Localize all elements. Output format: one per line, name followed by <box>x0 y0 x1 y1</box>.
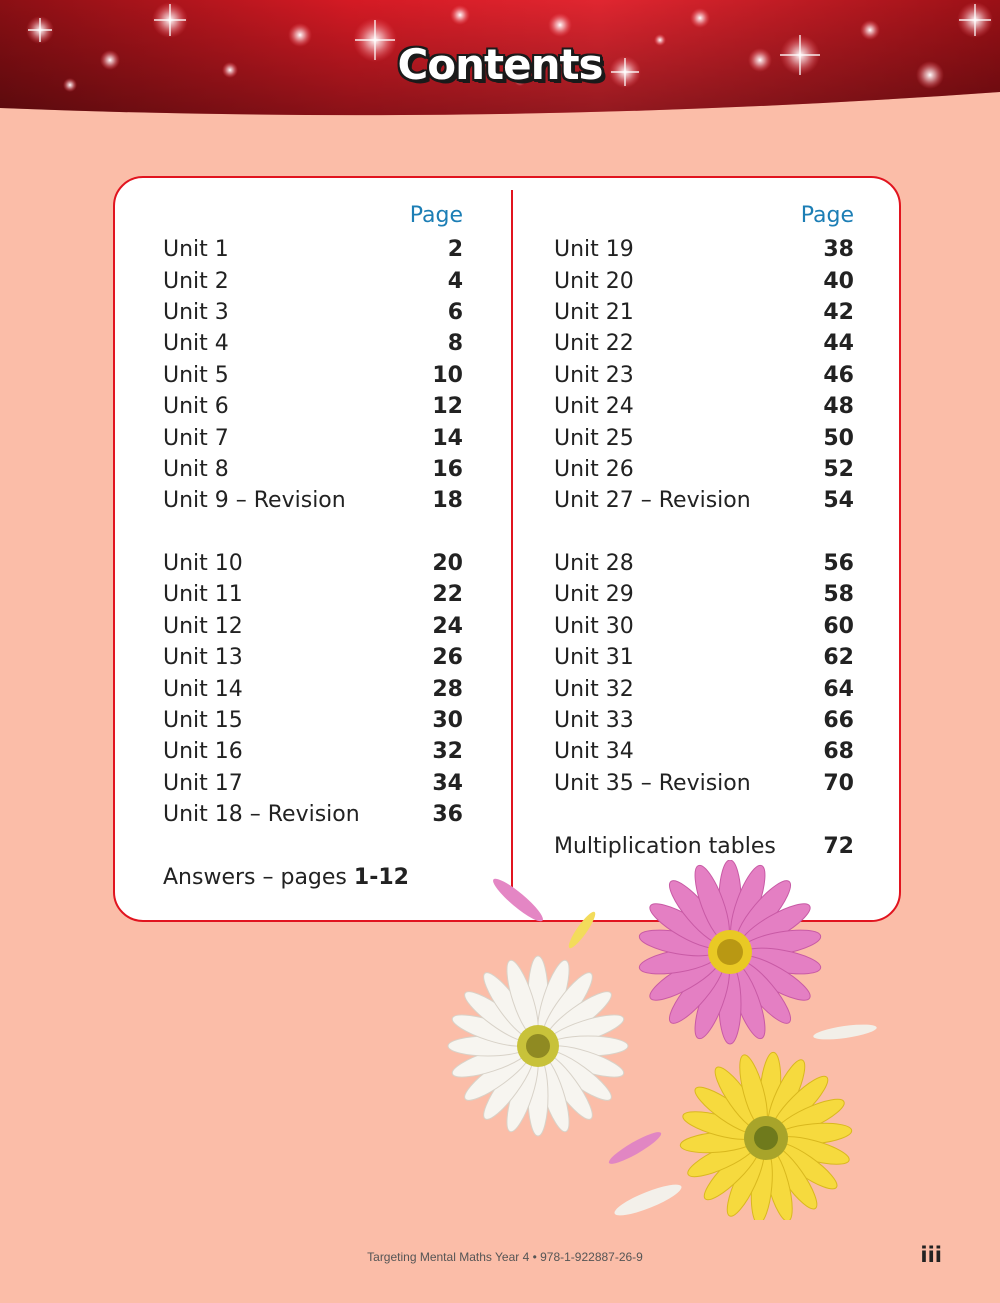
footer-publication: Targeting Mental Maths Year 4 • 978-1-922887-26-9 <box>367 1250 643 1264</box>
toc-row[interactable] <box>163 579 463 610</box>
group-gap <box>554 517 854 548</box>
toc-row[interactable] <box>163 265 463 296</box>
toc-row[interactable] <box>554 454 854 485</box>
toc-page: 30 <box>432 708 463 734</box>
toc-label: Unit 2 <box>163 268 229 294</box>
toc-page: 38 <box>823 237 854 263</box>
toc-row[interactable] <box>163 705 463 736</box>
toc-page: 34 <box>432 770 463 796</box>
petal-yellow <box>565 909 598 951</box>
left-column <box>163 202 463 893</box>
toc-page: 56 <box>823 551 854 577</box>
toc-label: Unit 16 <box>163 739 243 765</box>
toc-label: Unit 30 <box>554 613 634 639</box>
toc-row[interactable] <box>554 830 854 861</box>
toc-label: Unit 20 <box>554 268 634 294</box>
toc-label: Unit 10 <box>163 551 243 577</box>
toc-page: 50 <box>823 425 854 451</box>
pink-flower <box>637 860 822 1044</box>
toc-row[interactable] <box>554 548 854 579</box>
toc-label: Unit 3 <box>163 299 229 325</box>
toc-label: Unit 15 <box>163 708 243 734</box>
toc-page: 70 <box>823 770 854 796</box>
toc-page: 48 <box>823 394 854 420</box>
toc-page: 54 <box>823 488 854 514</box>
toc-page: 36 <box>432 802 463 828</box>
toc-page: 2 <box>447 237 463 263</box>
toc-label: Unit 22 <box>554 331 634 357</box>
toc-page: 10 <box>432 362 463 388</box>
toc-page: 72 <box>823 833 854 859</box>
toc-row[interactable] <box>554 736 854 767</box>
toc-label: Unit 32 <box>554 676 634 702</box>
group-gap <box>554 799 854 830</box>
toc-label: Unit 8 <box>163 456 229 482</box>
toc-label: Unit 26 <box>554 456 634 482</box>
answers-label: Answers – pages <box>163 865 347 890</box>
toc-label: Unit 11 <box>163 582 243 608</box>
toc-label: Unit 19 <box>554 237 634 263</box>
petal-white <box>812 1022 877 1043</box>
toc-row[interactable] <box>163 297 463 328</box>
toc-row[interactable] <box>163 422 463 453</box>
toc-row[interactable] <box>163 673 463 704</box>
petal-white <box>612 1179 685 1220</box>
toc-label: Unit 6 <box>163 394 229 420</box>
toc-label: Unit 33 <box>554 708 634 734</box>
toc-label: Unit 18 – Revision <box>163 802 360 828</box>
toc-page: 46 <box>823 362 854 388</box>
toc-label: Unit 7 <box>163 425 229 451</box>
toc-label: Unit 1 <box>163 237 229 263</box>
toc-page: 60 <box>823 613 854 639</box>
toc-row[interactable] <box>554 642 854 673</box>
petal-pink <box>606 1128 664 1168</box>
toc-row[interactable] <box>554 234 854 265</box>
right-column <box>554 202 854 862</box>
toc-row[interactable] <box>554 673 854 704</box>
toc-row[interactable] <box>163 799 463 830</box>
toc-label: Unit 35 – Revision <box>554 770 751 796</box>
toc-row[interactable] <box>163 454 463 485</box>
toc-row[interactable] <box>163 768 463 799</box>
toc-row[interactable] <box>554 705 854 736</box>
toc-label: Unit 4 <box>163 331 229 357</box>
page-column-heading: Page <box>800 203 854 228</box>
toc-page: 62 <box>823 645 854 671</box>
page-title: Contents <box>397 40 603 89</box>
toc-label: Unit 34 <box>554 739 634 765</box>
toc-row[interactable] <box>554 360 854 391</box>
toc-label: Unit 5 <box>163 362 229 388</box>
flowers-illustration <box>430 860 900 1220</box>
toc-page: 66 <box>823 708 854 734</box>
toc-label: Unit 31 <box>554 645 634 671</box>
toc-label: Unit 14 <box>163 676 243 702</box>
toc-label: Unit 17 <box>163 770 243 796</box>
toc-page: 40 <box>823 268 854 294</box>
toc-page: 6 <box>447 299 463 325</box>
header-banner <box>0 0 1000 128</box>
toc-row[interactable] <box>163 328 463 359</box>
toc-page: 20 <box>432 551 463 577</box>
toc-page: 32 <box>432 739 463 765</box>
toc-page: 18 <box>432 488 463 514</box>
toc-row[interactable] <box>554 611 854 642</box>
toc-page: 22 <box>432 582 463 608</box>
toc-label: Unit 29 <box>554 582 634 608</box>
toc-row[interactable] <box>163 485 463 516</box>
toc-page: 24 <box>432 613 463 639</box>
toc-label: Unit 27 – Revision <box>554 488 751 514</box>
toc-row[interactable] <box>554 485 854 516</box>
toc-row[interactable] <box>554 265 854 296</box>
toc-label: Unit 25 <box>554 425 634 451</box>
toc-label: Unit 28 <box>554 551 634 577</box>
toc-page: 14 <box>432 425 463 451</box>
toc-label: Unit 21 <box>554 299 634 325</box>
toc-row[interactable] <box>554 328 854 359</box>
toc-page: 12 <box>432 394 463 420</box>
toc-label: Unit 24 <box>554 394 634 420</box>
toc-page: 44 <box>823 331 854 357</box>
answers-pages: 1-12 <box>353 865 409 890</box>
toc-row[interactable] <box>554 579 854 610</box>
toc-page: 58 <box>823 582 854 608</box>
toc-page: 4 <box>447 268 463 294</box>
toc-page: 28 <box>432 676 463 702</box>
column-divider <box>511 190 513 894</box>
toc-page: 68 <box>823 739 854 765</box>
toc-row[interactable] <box>163 642 463 673</box>
toc-row[interactable] <box>163 391 463 422</box>
toc-row[interactable] <box>163 360 463 391</box>
petal-pink <box>489 874 547 926</box>
contents-card <box>113 176 901 922</box>
toc-page: 52 <box>823 456 854 482</box>
toc-row[interactable] <box>554 768 854 799</box>
toc-row[interactable] <box>554 422 854 453</box>
page-column-heading: Page <box>409 203 463 228</box>
toc-page: 8 <box>447 331 463 357</box>
toc-label: Unit 23 <box>554 362 634 388</box>
toc-label: Multiplication tables <box>554 833 776 859</box>
group-gap <box>163 517 463 548</box>
toc-label: Unit 12 <box>163 613 243 639</box>
toc-label: Unit 13 <box>163 645 243 671</box>
toc-row[interactable] <box>163 736 463 767</box>
toc-row[interactable] <box>163 611 463 642</box>
page-number: iii <box>920 1243 942 1267</box>
toc-page: 16 <box>432 456 463 482</box>
toc-label: Unit 9 – Revision <box>163 488 346 514</box>
yellow-flower <box>679 1051 852 1220</box>
toc-row[interactable] <box>163 234 463 265</box>
answers-row[interactable] <box>163 862 463 893</box>
toc-row[interactable] <box>163 548 463 579</box>
white-flower <box>448 956 628 1136</box>
toc-page: 42 <box>823 299 854 325</box>
toc-page: 26 <box>432 645 463 671</box>
toc-row[interactable] <box>554 297 854 328</box>
group-gap <box>163 830 463 861</box>
toc-row[interactable] <box>554 391 854 422</box>
toc-page: 64 <box>823 676 854 702</box>
